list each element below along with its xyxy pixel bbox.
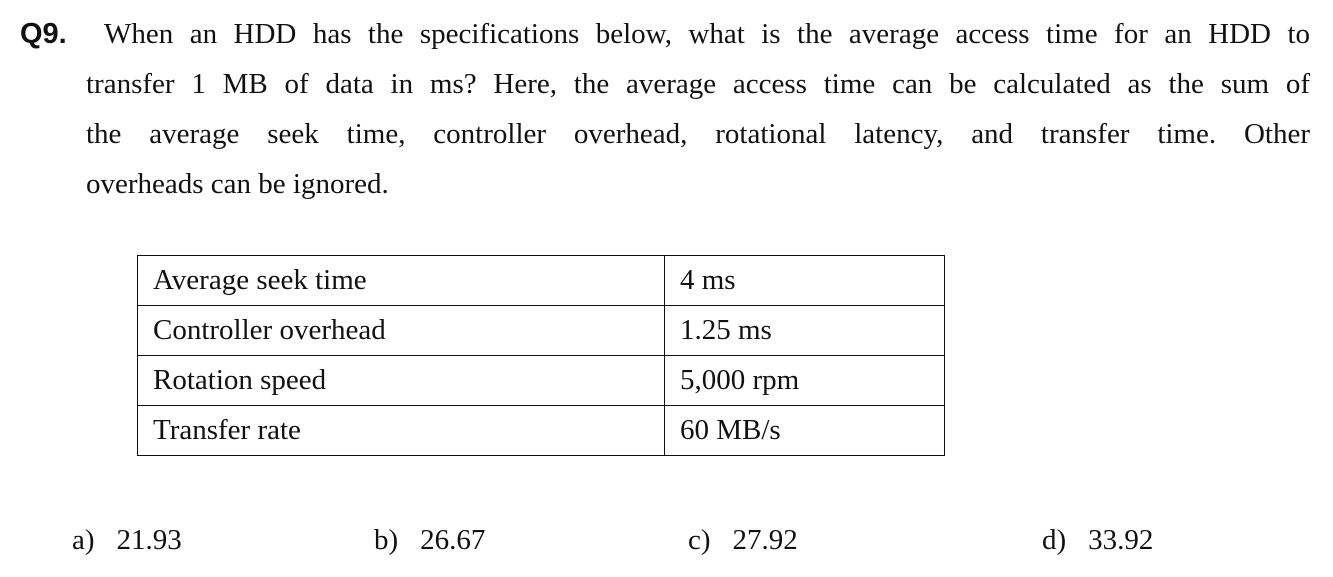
question-text-line-4: overheads can be ignored. <box>86 168 389 200</box>
option-label: c) <box>688 524 711 556</box>
spec-label: Rotation speed <box>138 356 665 406</box>
option-label: a) <box>72 524 95 556</box>
answer-options <box>0 520 1333 564</box>
spec-value: 1.25 ms <box>665 306 945 356</box>
table-row <box>138 306 945 356</box>
option-a[interactable] <box>72 520 182 560</box>
question-text-line-3: the average seek time, controller overhead, rotational latency, and transfer time. Other <box>86 118 1310 150</box>
option-value: 27.92 <box>732 524 798 556</box>
spec-value: 5,000 rpm <box>665 356 945 406</box>
option-c[interactable] <box>688 520 798 560</box>
option-value: 26.67 <box>420 524 486 556</box>
spec-value: 60 MB/s <box>665 406 945 456</box>
table-row <box>138 356 945 406</box>
spec-value: 4 ms <box>665 256 945 306</box>
hdd-spec-table <box>137 255 945 456</box>
question-text-line-1: When an HDD has the specifications below, what is the average access time for an HDD to <box>104 18 1310 50</box>
table-row <box>138 256 945 306</box>
option-value: 21.93 <box>116 524 182 556</box>
spec-label: Transfer rate <box>138 406 665 456</box>
question-text-line-2: transfer 1 MB of data in ms? Here, the average access time can be calculated as the sum of <box>86 68 1310 100</box>
spec-label: Controller overhead <box>138 306 665 356</box>
option-value: 33.92 <box>1088 524 1154 556</box>
question-number: Q9. <box>20 18 67 50</box>
option-label: b) <box>374 524 399 556</box>
spec-label: Average seek time <box>138 256 665 306</box>
option-b[interactable] <box>374 520 485 560</box>
table-row <box>138 406 945 456</box>
option-label: d) <box>1042 524 1067 556</box>
option-d[interactable] <box>1042 520 1153 560</box>
